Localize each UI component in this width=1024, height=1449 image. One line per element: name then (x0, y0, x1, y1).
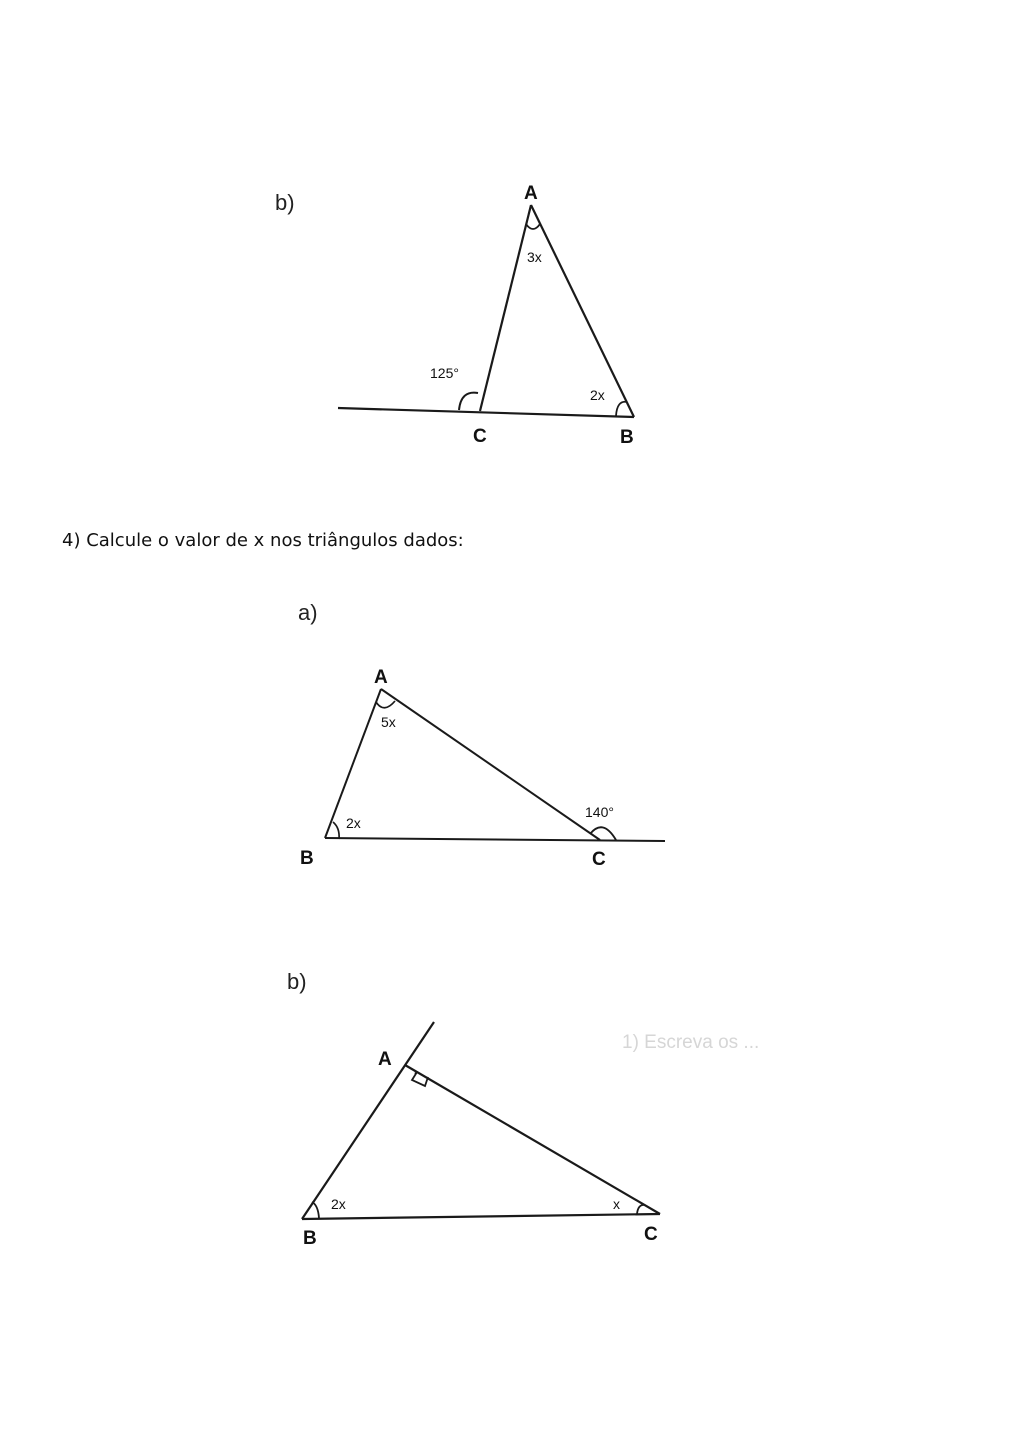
figure-bottom-label: b) (287, 969, 307, 994)
figure-top-angle-b: 2x (590, 387, 605, 403)
figure-a-arc-a (376, 701, 395, 708)
figure-bottom-show-through-text: 1) Escreva os ... (622, 1032, 760, 1053)
figure-top-arc-c-ext (459, 393, 478, 410)
figure-top-vertex-a: A (524, 183, 538, 204)
figure-top-angle-ext-c: 125° (430, 365, 459, 381)
figure-top-vertex-c: C (473, 426, 487, 447)
figure-bottom-side-ba-extended (302, 1022, 434, 1219)
figure-a-angle-a: 5x (381, 714, 396, 730)
figure-a-arc-b (333, 822, 339, 839)
figure-top-angle-a: 3x (527, 249, 542, 265)
figure-top-base-line (338, 408, 634, 417)
figure-bottom-vertex-a: A (378, 1049, 392, 1070)
figure-top-arc-a (526, 224, 540, 229)
figure-a (298, 600, 665, 870)
figure-a-vertex-c: C (592, 849, 606, 870)
figure-top-side-ab (531, 205, 634, 417)
figure-bottom-base-bc (302, 1214, 660, 1219)
figure-top-label: b) (275, 190, 295, 215)
figure-a-vertex-b: B (300, 848, 314, 869)
question-text: 4) Calcule o valor de x nos triângulos dados: (62, 530, 464, 551)
figure-bottom-right-angle-dot: · (413, 1064, 418, 1080)
figure-a-vertex-a: A (374, 667, 388, 688)
figure-a-side-ac (381, 689, 600, 840)
figure-top-vertex-b: B (620, 427, 634, 448)
figure-bottom-vertex-c: C (644, 1224, 658, 1245)
figure-bottom-angle-c: x (613, 1196, 620, 1212)
figure-top-side-ac (480, 205, 531, 411)
figure-a-arc-c-ext (590, 827, 616, 840)
figure-top-b (275, 183, 634, 448)
figure-a-label: a) (298, 600, 318, 625)
figure-bottom-arc-c (637, 1205, 645, 1214)
figure-a-angle-ext-c: 140° (585, 804, 614, 820)
figure-bottom-b (287, 969, 759, 1249)
figure-bottom-vertex-b: B (303, 1228, 317, 1249)
figure-bottom-side-ac (405, 1065, 660, 1214)
figure-bottom-angle-b: 2x (331, 1196, 346, 1212)
figure-top-arc-b (616, 402, 627, 416)
figure-a-angle-b: 2x (346, 815, 361, 831)
